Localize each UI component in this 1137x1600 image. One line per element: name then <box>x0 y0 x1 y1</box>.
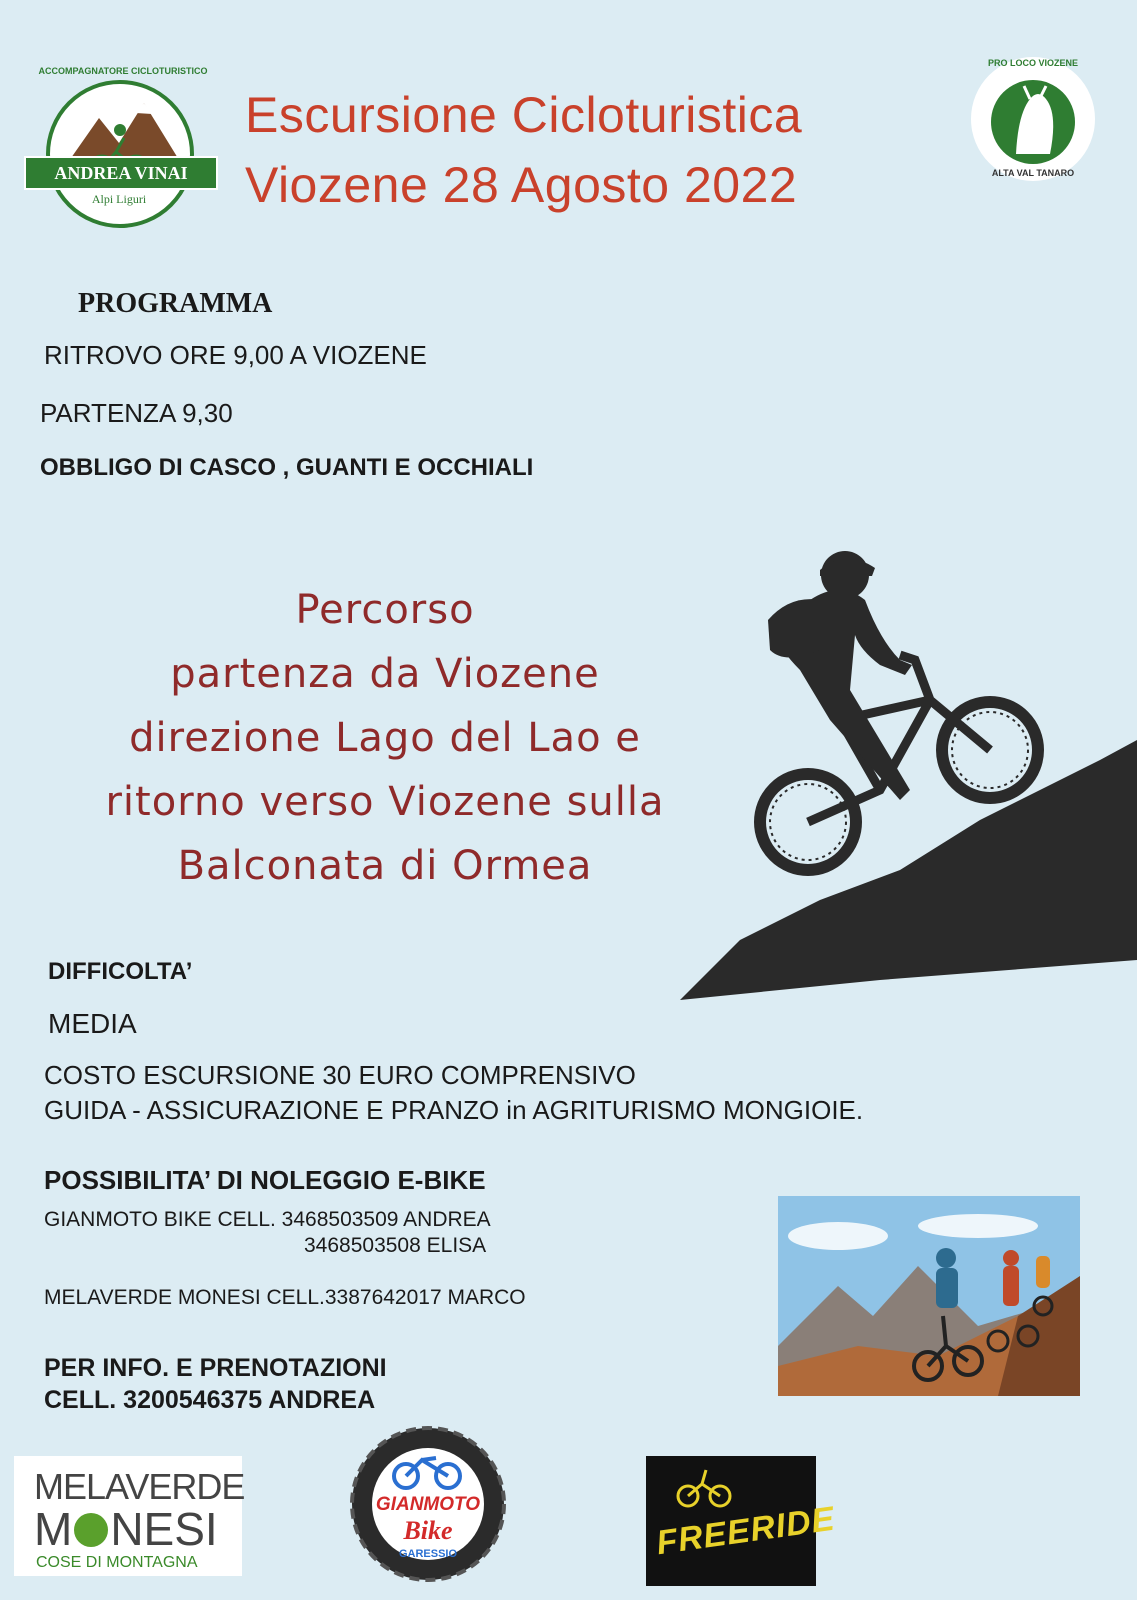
title-line-2: Viozene 28 Agosto 2022 <box>245 157 798 213</box>
programma-heading: PROGRAMMA <box>78 288 273 319</box>
cyclist-silhouette-illustration <box>680 540 1137 1020</box>
mountain-bikers-photo <box>778 1196 1080 1396</box>
info-line-2: CELL. 3200546375 ANDREA <box>44 1386 376 1414</box>
gianmoto-bike-logo <box>348 1424 508 1584</box>
gianmoto-bike-text: Bike <box>403 1516 453 1545</box>
gianmoto-contact-1: GIANMOTO BIKE CELL. 3468503509 ANDREA <box>44 1208 491 1231</box>
logo-banner: ANDREA VINAI <box>24 156 218 190</box>
andrea-vinai-logo <box>24 58 214 228</box>
gianmoto-town: GARESSIO <box>398 1548 458 1560</box>
obbligo-text: OBBLIGO DI CASCO , GUANTI E OCCHIALI <box>40 454 534 481</box>
pro-loco-logo <box>968 54 1098 184</box>
percorso-line-4: ritorno verso Viozene sulla <box>105 779 665 825</box>
melaverde-mid-post: NESI <box>110 1503 218 1555</box>
logo-arc-text: ACCOMPAGNATORE CICLOTURISTICO <box>38 66 208 76</box>
gianmoto-name: GIANMOTO <box>375 1494 481 1515</box>
info-line-1: PER INFO. E PRENOTAZIONI <box>44 1354 387 1382</box>
pro-loco-bottom-text: ALTA VAL TANARO <box>991 168 1075 178</box>
pro-loco-top-text: PRO LOCO VIOZENE <box>987 58 1078 68</box>
percorso-line-3: direzione Lago del Lao e <box>129 715 641 761</box>
melaverde-top-text: MELAVERDE <box>34 1466 245 1507</box>
percorso-line-2: partenza da Viozene <box>170 651 600 697</box>
apple-icon <box>74 1513 108 1547</box>
title-line-1: Escursione Cicloturistica <box>245 87 803 143</box>
costo-line-2: GUIDA - ASSICURAZIONE E PRANZO in AGRITURISMO MONGIOIE. <box>44 1095 864 1125</box>
percorso-line-5: Balconata di Ormea <box>177 843 593 889</box>
logo-subtitle: Alpi Liguri <box>91 192 147 206</box>
melaverde-mid-pre: M <box>34 1503 73 1555</box>
partenza-text: PARTENZA 9,30 <box>40 398 233 428</box>
freeride-text: FREERIDE <box>654 1499 838 1563</box>
gianmoto-contact-2: 3468503508 ELISA <box>304 1234 487 1257</box>
percorso-block <box>40 578 730 898</box>
percorso-line-1: Percorso <box>295 587 475 633</box>
difficolta-heading: DIFFICOLTA’ <box>48 958 193 985</box>
costo-line-1: COSTO ESCURSIONE 30 EURO COMPRENSIVO <box>44 1060 636 1090</box>
freeride-logo <box>646 1456 838 1586</box>
melaverde-bottom-text: COSE DI MONTAGNA <box>36 1554 198 1571</box>
melaverde-mid-text <box>34 1502 218 1556</box>
difficolta-value: MEDIA <box>48 1008 137 1039</box>
melaverde-contact: MELAVERDE MONESI CELL.3387642017 MARCO <box>44 1286 526 1309</box>
melaverde-monesi-logo <box>14 1456 245 1576</box>
noleggio-heading: POSSIBILITA’ DI NOLEGGIO E-BIKE <box>44 1165 486 1195</box>
ritrovo-text: RITROVO ORE 9,00 A VIOZENE <box>44 340 427 370</box>
